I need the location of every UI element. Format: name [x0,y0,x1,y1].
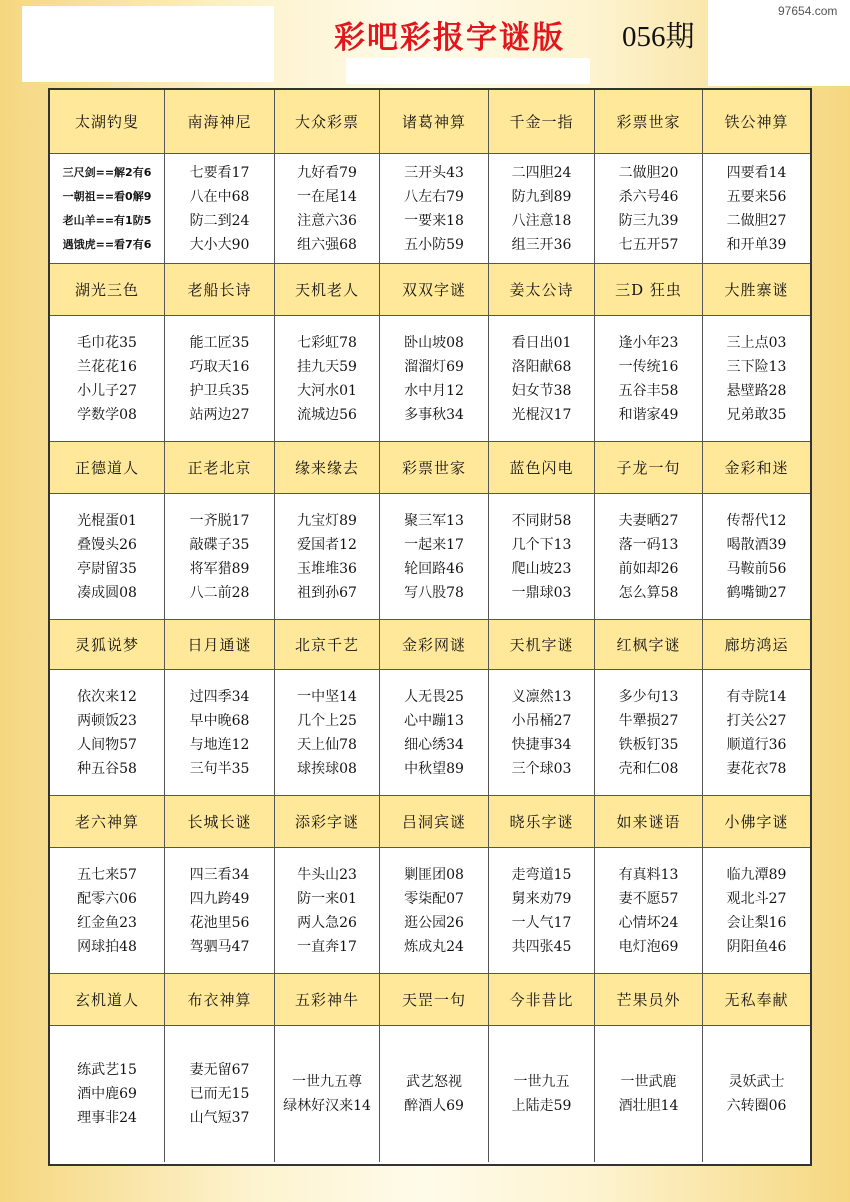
issue-number: 056期 [622,21,695,53]
blank-box-under-title [346,58,590,84]
riddle-line: 小吊桶27 [511,712,572,729]
riddle-line: 三尺剑==解2有6 [62,165,152,179]
riddle-line: 阴阳鱼46 [726,938,787,955]
riddle-line: 练武艺15 [77,1062,137,1078]
column-header: 如来谜语 [595,796,703,848]
riddle-line: 遇饿虎==看7有6 [62,237,152,251]
riddle-cell [703,670,810,796]
column-header: 廊坊鸿运 [703,620,810,670]
riddle-cell [703,1026,810,1162]
riddle-grid [50,90,810,1164]
riddle-line: 顺道行36 [726,736,787,753]
riddle-cell [703,316,810,442]
riddle-line: 零柒配07 [404,890,464,907]
column-header: 金彩网谜 [380,620,489,670]
riddle-cell [275,154,380,264]
column-header: 吕洞宾谜 [380,796,489,848]
riddle-line: 大河水01 [297,382,357,399]
column-header: 湖光三色 [50,264,165,316]
riddle-line: 一世九五 [513,1074,570,1090]
riddle-line: 一鼎球03 [511,584,572,601]
column-header: 子龙一句 [595,442,703,494]
riddle-cell [595,316,703,442]
riddle-line: 五七来57 [77,866,137,883]
riddle-line: 九宝灯89 [297,512,357,529]
riddle-line: 传帮代12 [726,512,787,529]
blank-box-top-left [22,6,274,82]
riddle-cell [380,316,489,442]
riddle-line: 和谐家49 [618,406,679,423]
column-header: 老六神算 [50,796,165,848]
riddle-line: 防一来01 [297,890,357,907]
riddle-line: 写八股78 [404,584,464,601]
column-header: 姜太公诗 [489,264,595,316]
riddle-line: 四九跨49 [189,890,250,907]
riddle-line: 七五开57 [618,236,679,253]
riddle-line: 夫妻晒27 [618,512,679,529]
riddle-line: 二四胆24 [511,164,572,181]
riddle-line: 早中晚68 [189,712,250,729]
riddle-line: 八二前28 [189,584,250,601]
column-header: 布衣神算 [165,974,275,1026]
riddle-line: 铁板钉35 [618,736,679,753]
riddle-line: 牛犟损27 [618,712,679,729]
riddle-line: 流城边56 [297,406,357,423]
riddle-line: 有真料13 [618,866,679,883]
riddle-cell [50,1026,165,1162]
riddle-line: 一中坚14 [297,688,357,705]
riddle-line: 观北斗27 [726,890,787,907]
riddle-cell [703,154,810,264]
riddle-line: 敲碟子35 [189,536,250,553]
riddle-line: 中秋望89 [404,760,464,777]
riddle-line: 灵妖武士 [728,1074,785,1090]
column-header: 南海神尼 [165,90,275,154]
riddle-line: 心情坏24 [618,914,679,931]
riddle-line: 学数学08 [77,406,137,423]
riddle-line: 五谷丰58 [618,382,679,399]
riddle-cell [595,154,703,264]
riddle-line: 走弯道15 [511,866,572,883]
riddle-line: 人无畏25 [404,688,464,705]
riddle-line: 防九到89 [511,188,572,205]
column-header: 无私奉献 [703,974,810,1026]
column-header: 大众彩票 [275,90,380,154]
riddle-line: 与地连12 [189,736,250,753]
riddle-line: 牛头山23 [297,866,357,883]
riddle-line: 炼成丸24 [404,938,464,955]
riddle-line: 过四季34 [189,688,250,705]
riddle-cell [595,1026,703,1162]
riddle-cell [380,494,489,620]
riddle-line: 悬壁路28 [726,382,787,399]
riddle-line: 酒中鹿69 [77,1086,137,1102]
riddle-cell [489,670,595,796]
column-header: 灵狐说梦 [50,620,165,670]
column-header: 长城长谜 [165,796,275,848]
column-header: 三D 狂虫 [595,264,703,316]
riddle-cell [595,848,703,974]
riddle-line: 打关公27 [726,712,787,729]
riddle-cell [703,494,810,620]
riddle-line: 一起来17 [404,536,464,553]
riddle-line: 一人气17 [511,914,572,931]
riddle-line: 兰花花16 [77,358,137,375]
riddle-line: 水中月12 [404,382,464,399]
riddle-line: 七要看17 [189,164,250,181]
riddle-line: 不同財58 [511,512,572,529]
column-header: 五彩神牛 [275,974,380,1026]
column-header: 晓乐字谜 [489,796,595,848]
column-header: 铁公神算 [703,90,810,154]
column-header: 天机字谜 [489,620,595,670]
riddle-line: 组三开36 [511,236,572,253]
riddle-line: 四要看14 [726,164,787,181]
riddle-line: 前如却26 [618,560,679,577]
riddle-line: 凑成圆08 [77,584,137,601]
riddle-cell [275,316,380,442]
riddle-line: 几个上25 [297,712,357,729]
column-header: 缘来缘去 [275,442,380,494]
riddle-line: 五小防59 [404,236,464,253]
riddle-line: 剿匪团08 [404,866,464,883]
riddle-line: 组六强68 [297,236,357,253]
riddle-line: 依次来12 [77,688,137,705]
column-header: 双双字谜 [380,264,489,316]
column-header: 正德道人 [50,442,165,494]
riddle-line: 三下险13 [726,358,787,375]
riddle-line: 心中蹦13 [404,712,464,729]
riddle-line: 鹤嘴锄27 [726,584,787,601]
riddle-line: 溜溜灯69 [404,358,464,375]
riddle-line: 人间物57 [77,736,137,753]
column-header: 天机老人 [275,264,380,316]
riddle-cell [489,848,595,974]
riddle-line: 聚三军13 [404,512,464,529]
riddle-line: 护卫兵35 [189,382,250,399]
riddle-cell [380,848,489,974]
riddle-line: 逢小年23 [618,334,679,351]
riddle-cell [595,494,703,620]
riddle-cell [50,316,165,442]
riddle-line: 花池里56 [189,914,250,931]
riddle-line: 舅来劝79 [511,890,572,907]
riddle-line: 绿林好汉来14 [283,1098,371,1114]
riddle-cell [489,494,595,620]
riddle-cell [489,1026,595,1162]
riddle-line: 祖到孙67 [297,584,357,601]
riddle-line: 种五谷58 [77,760,137,777]
riddle-line: 多少句13 [618,688,679,705]
riddle-cell [489,154,595,264]
riddle-line: 看日出01 [511,334,572,351]
riddle-line: 一世九五尊 [292,1074,362,1090]
riddle-line: 站两边27 [189,406,250,423]
riddle-line: 会让梨16 [726,914,787,931]
riddle-line: 网球拍48 [77,938,137,955]
riddle-line: 三上点03 [726,334,787,351]
riddle-line: 八在中68 [189,188,250,205]
riddle-line: 一直奔17 [297,938,357,955]
riddle-cell [275,670,380,796]
riddle-line: 八左右79 [404,188,464,205]
riddle-line: 电灯泡69 [618,938,679,955]
riddle-cell [275,494,380,620]
column-header: 北京千艺 [275,620,380,670]
riddle-line: 一要来18 [404,212,464,229]
riddle-line: 妻花衣78 [726,760,787,777]
column-header: 添彩字谜 [275,796,380,848]
riddle-line: 二做胆20 [618,164,679,181]
riddle-line: 洛阳献68 [511,358,572,375]
riddle-cell [165,316,275,442]
riddle-line: 四三看34 [189,866,250,883]
riddle-line: 共四张45 [511,938,572,955]
column-header: 老船长诗 [165,264,275,316]
riddle-line: 壳和仁08 [618,760,679,777]
riddle-line: 光棍汉17 [511,406,572,423]
riddle-cell [165,494,275,620]
column-header: 金彩和迷 [703,442,810,494]
riddle-line: 一朝祖==看0解9 [62,189,152,203]
riddle-cell [595,670,703,796]
riddle-line: 一世武鹿 [620,1074,677,1090]
column-header: 大胜寨谜 [703,264,810,316]
riddle-line: 八注意18 [511,212,572,229]
riddle-line: 爱国者12 [297,536,357,553]
riddle-line: 二做胆27 [726,212,787,229]
riddle-line: 一传统16 [618,358,679,375]
riddle-line: 醉酒人69 [404,1098,464,1114]
page-title: 彩吧彩报字谜版 [334,20,565,56]
riddle-cell [489,316,595,442]
riddle-line: 爬山坡23 [511,560,572,577]
riddle-cell [50,848,165,974]
riddle-cell [50,494,165,620]
column-header: 彩票世家 [380,442,489,494]
riddle-line: 毛巾花35 [77,334,137,351]
riddle-line: 几个下13 [511,536,572,553]
riddle-line: 球挨球08 [297,760,357,777]
riddle-line: 玉堆堆36 [297,560,357,577]
column-header: 正老北京 [165,442,275,494]
riddle-line: 一在尾14 [297,188,357,205]
riddle-line: 三句半35 [189,760,250,777]
column-header: 蓝色闪电 [489,442,595,494]
riddle-cell [165,154,275,264]
riddle-line: 马鞍前56 [726,560,787,577]
riddle-line: 卧山坡08 [404,334,464,351]
riddle-line: 将军猎89 [189,560,250,577]
column-header: 玄机道人 [50,974,165,1026]
column-header: 彩票世家 [595,90,703,154]
column-header: 天罡一句 [380,974,489,1026]
riddle-line: 武艺怒视 [406,1074,462,1090]
column-header: 今非昔比 [489,974,595,1026]
riddle-line: 逛公园26 [404,914,464,931]
riddle-line: 挂九天59 [297,358,357,375]
riddle-line: 临九潭89 [726,866,787,883]
riddle-line: 落一码13 [618,536,679,553]
riddle-line: 妻无留67 [189,1062,250,1078]
riddle-line: 义凛然13 [511,688,572,705]
riddle-line: 三个球03 [511,760,572,777]
riddle-line: 山气短37 [189,1110,250,1126]
riddle-line: 叠馒头26 [77,536,137,553]
riddle-cell [380,154,489,264]
riddle-line: 兄弟敢35 [726,406,787,423]
riddle-line: 喝散酒39 [726,536,787,553]
riddle-cell [703,848,810,974]
riddle-line: 和开单39 [726,236,787,253]
riddle-line: 九好看79 [297,164,357,181]
riddle-line: 快捷事34 [511,736,572,753]
riddle-line: 老山羊==有1防5 [62,213,152,227]
riddle-line: 有寺院14 [726,688,787,705]
riddle-line: 妻不愿57 [618,890,679,907]
riddle-line: 能工匠35 [189,334,250,351]
riddle-line: 细心绣34 [404,736,464,753]
riddle-cell [165,848,275,974]
column-header: 千金一指 [489,90,595,154]
riddle-line: 酒壮胆14 [618,1098,679,1114]
riddle-line: 驾驷马47 [189,938,250,955]
riddle-table [48,88,812,1166]
riddle-line: 妇女节38 [511,382,572,399]
column-header: 小佛字谜 [703,796,810,848]
riddle-line: 三开头43 [404,164,464,181]
riddle-line: 大小大90 [189,236,250,253]
riddle-line: 上陆走59 [511,1098,572,1114]
riddle-line: 六转圈06 [726,1098,787,1114]
column-header: 太湖钓叟 [50,90,165,154]
column-header: 红枫字谜 [595,620,703,670]
site-watermark: 97654.com [778,4,838,18]
riddle-cell [275,848,380,974]
riddle-line: 红金鱼23 [77,914,137,931]
column-header: 诸葛神算 [380,90,489,154]
riddle-line: 两顿饭23 [77,712,137,729]
riddle-line: 一齐脱17 [189,512,250,529]
riddle-line: 亭尉留35 [77,560,137,577]
riddle-line: 天上仙78 [297,736,357,753]
riddle-line: 巧取天16 [189,358,250,375]
column-header: 芒果员外 [595,974,703,1026]
riddle-cell [50,154,165,264]
riddle-line: 怎么算58 [618,584,679,601]
riddle-line: 七彩虹78 [297,334,357,351]
riddle-line: 小儿子27 [77,382,137,399]
riddle-line: 杀六号46 [618,188,679,205]
riddle-line: 轮回路46 [404,560,464,577]
riddle-cell [50,670,165,796]
riddle-cell [165,670,275,796]
riddle-line: 光棍蛋01 [77,512,137,529]
riddle-cell [165,1026,275,1162]
riddle-line: 五要来56 [726,188,787,205]
riddle-line: 理事非24 [77,1110,137,1126]
riddle-cell [380,670,489,796]
riddle-line: 注意六36 [297,212,357,229]
riddle-line: 多事秋34 [404,406,464,423]
riddle-line: 防三九39 [618,212,679,229]
column-header: 日月通谜 [165,620,275,670]
riddle-line: 两人急26 [297,914,357,931]
riddle-cell [380,1026,489,1162]
riddle-cell [275,1026,380,1162]
riddle-line: 防二到24 [189,212,250,229]
riddle-line: 配零六06 [77,890,137,907]
riddle-line: 已而无15 [189,1086,250,1102]
